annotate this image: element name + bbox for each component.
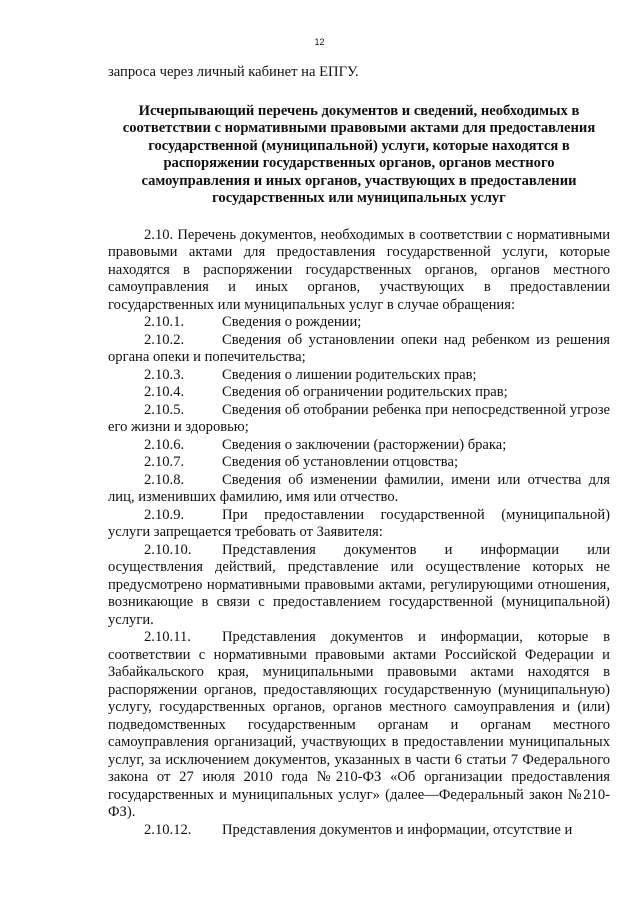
item-number: 2.10.2. bbox=[144, 331, 185, 348]
item-number: 2.10.6. bbox=[144, 436, 185, 453]
item-text: Представления документов и информации или осуществления действий, представление или осуществление которых не предусмотрено нормативными правовыми актами, регулирующими отношения, возникающие в связи с предоставлением государственной (муниципальной) услуги. bbox=[108, 541, 610, 628]
list-item-2-10-5 bbox=[108, 402, 610, 437]
section-heading: Исчерпывающий перечень документов и сведений, необходимых в соответствии с нормативными правовыми актами для предоставления государственной (муниципальной) услуги, которые находятся в распоряжении государственных органов, органов местного самоуправления и иных органов, участвующих в предоставлении государственных или муниципальных услуг bbox=[122, 102, 596, 206]
paragraph-number: 2.10. bbox=[144, 226, 174, 243]
item-number: 2.10.3. bbox=[144, 366, 185, 383]
paragraph-text: Перечень документов, необходимых в соответствии с нормативными правовыми актами для предоставления государственной услуги, которые находятся в распоряжении государственных органов, органов местного самоуправления и иных органов, участвующих в предоставлении государственных или муниципальных услуг в случае обращения: bbox=[108, 226, 611, 313]
item-text: Сведения об установлении отцовства; bbox=[222, 454, 459, 470]
list-item-2-10-2 bbox=[108, 332, 610, 367]
intro-line: запроса через личный кабинет на ЕПГУ. bbox=[108, 64, 359, 80]
item-text: Сведения о рождении; bbox=[222, 314, 362, 330]
item-number: 2.10.8. bbox=[144, 471, 185, 488]
item-number: 2.10.12. bbox=[144, 821, 192, 838]
list-item-2-10-12 bbox=[108, 822, 610, 840]
item-text: Представления документов и информации, отсутствие и bbox=[222, 821, 573, 838]
item-number: 2.10.1. bbox=[144, 314, 185, 330]
list-item-2-10-10 bbox=[108, 542, 610, 630]
item-number: 2.10.9. bbox=[144, 506, 185, 523]
list-item-2-10-4 bbox=[108, 384, 610, 402]
item-number: 2.10.4. bbox=[144, 384, 185, 400]
list-item-2-10-8 bbox=[108, 472, 610, 507]
item-text: Сведения об изменении фамилии, имени или отчества для лиц, изменивших фамилию, имя или отчество. bbox=[108, 471, 610, 505]
list-item-2-10-1 bbox=[108, 314, 610, 332]
item-text: Сведения об отобрании ребенка при непосредственной угрозе его жизни и здоровью; bbox=[108, 401, 610, 435]
document-body bbox=[108, 64, 610, 839]
paragraph-2-10 bbox=[108, 227, 610, 315]
list-item-2-10-9 bbox=[108, 507, 610, 542]
list-item-2-10-6 bbox=[108, 437, 610, 455]
list-item-2-10-3 bbox=[108, 367, 610, 385]
item-number: 2.10.11. bbox=[144, 629, 191, 645]
item-text: Сведения о заключении (расторжении) брака; bbox=[222, 436, 507, 453]
item-text: Сведения об установлении опеки над ребенком из решения органа опеки и попечительства; bbox=[108, 331, 610, 365]
page-number: 12 bbox=[314, 37, 325, 47]
item-text: Сведения о лишении родительских прав; bbox=[222, 366, 477, 383]
item-number: 2.10.7. bbox=[144, 454, 185, 470]
item-text: При предоставлении государственной (муниципальной) услуги запрещается требовать от Заявителя: bbox=[108, 506, 610, 540]
list-item-2-10-11 bbox=[108, 629, 610, 822]
item-number: 2.10.10. bbox=[144, 541, 192, 558]
item-number: 2.10.5. bbox=[144, 401, 185, 418]
list-item-2-10-7 bbox=[108, 454, 610, 472]
item-text: Представления документов и информации, которые в соответствии с нормативными правовыми актами Российской Федерации и Забайкальского края, муниципальными правовыми актами находятся в распоряжении органов, предоставляющих государственную (муниципальную) услугу, государственных органов, органов местного самоуправления и (или) подведомственных государственным органам и органам местного самоуправления организаций, участвующих в предоставлении муниципальных услуг, за исключением документов, указанных в части 6 статьи 7 Федерального закона от 27 июля 2010 года №210-ФЗ «Об организации предоставления государственных и муниципальных услуг» (далее—Федеральный закон №210-ФЗ). bbox=[108, 629, 610, 820]
item-text: Сведения об ограничении родительских прав; bbox=[222, 384, 508, 400]
